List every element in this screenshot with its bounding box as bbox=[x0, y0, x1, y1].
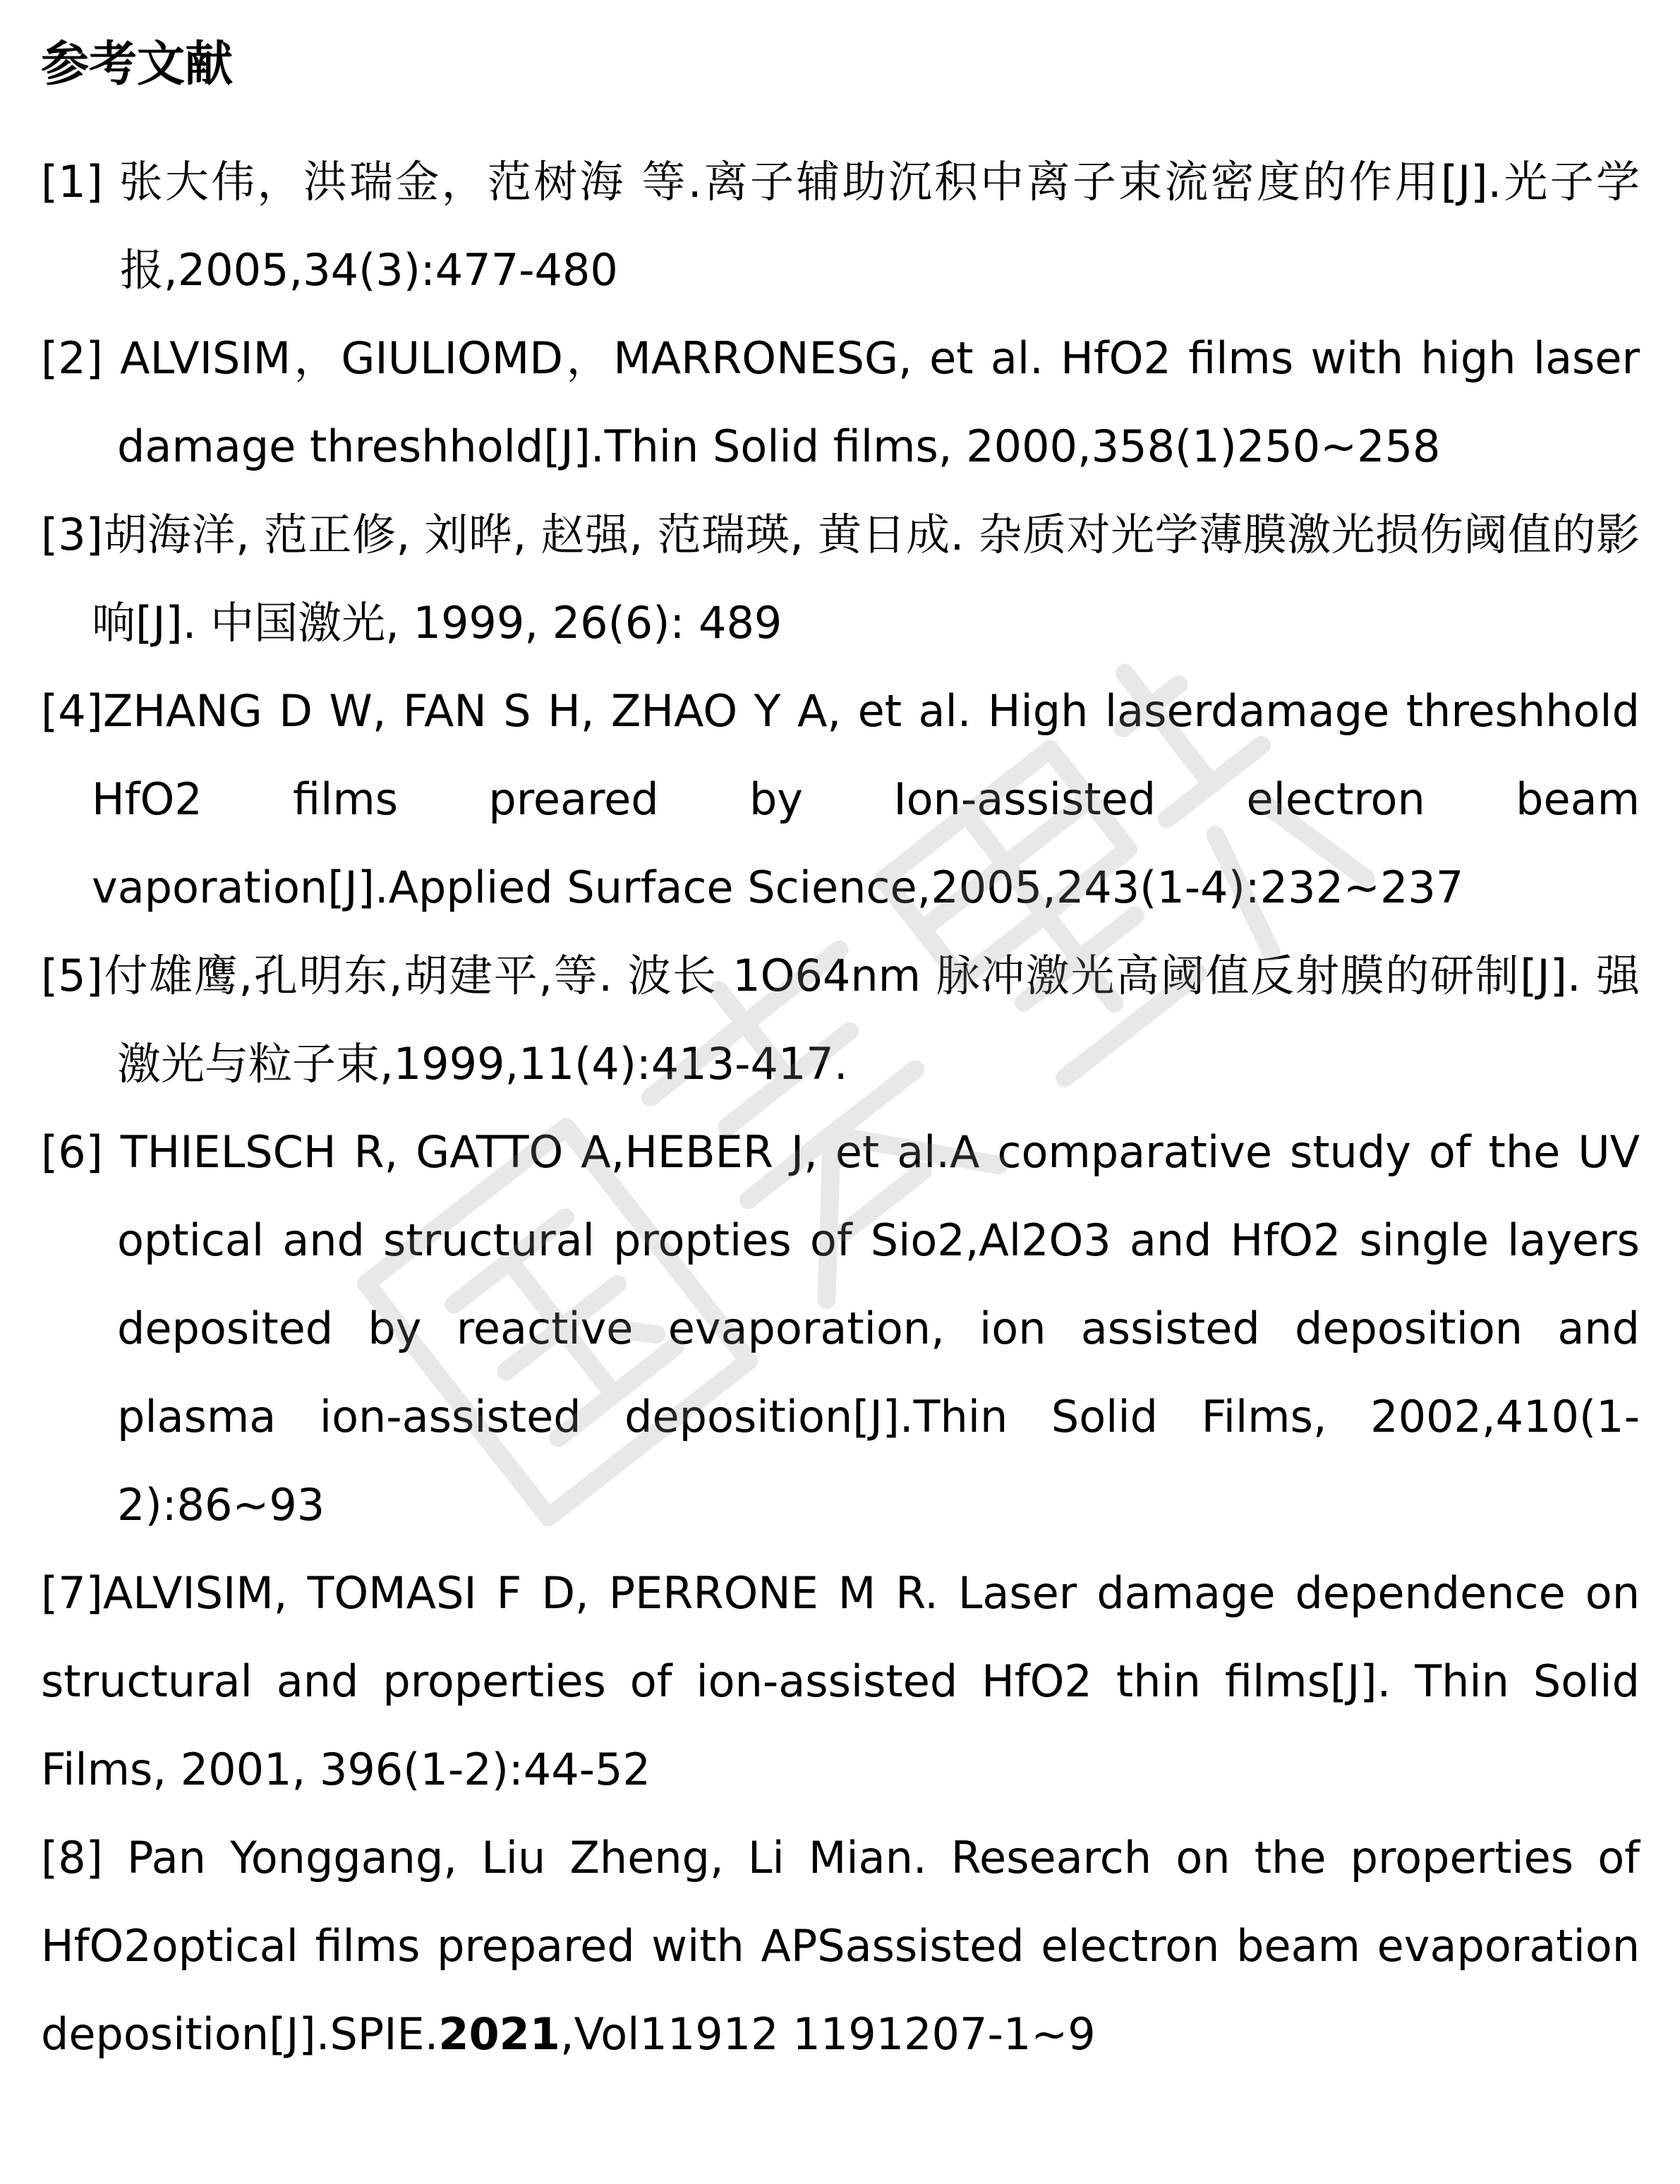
reference-year-bold: 2021 bbox=[438, 2008, 560, 2060]
reference-text: 张大伟，洪瑞金，范树海 等.离子辅助沉积中离子束流密度的作用[J].光子学报,2005,34(3):477-480 bbox=[102, 156, 1640, 296]
reference-tag: [7] bbox=[41, 1567, 103, 1619]
reference-item-5 bbox=[41, 931, 1640, 1108]
reference-item-4 bbox=[41, 667, 1640, 931]
reference-text: 付雄鹰,孔明东,胡建平,等. 波长 1O64nm 脉冲激光高阈值反射膜的研制[J]. 强激光与粒子束,1999,11(4):413-417. bbox=[102, 950, 1640, 1090]
reference-tag: [8] bbox=[41, 1832, 103, 1883]
reference-text: 胡海洋, 范正修, 刘晔, 赵强, 范瑞瑛, 黄日成. 杂质对光学薄膜激光损伤阈值的影响[J]. 中国激光, 1999, 26(6): 489 bbox=[92, 509, 1640, 648]
reference-tag: [1] bbox=[41, 156, 103, 207]
reference-tag: [6] bbox=[41, 1126, 103, 1178]
reference-text: Pan Yonggang, Liu Zheng, Li Mian. Research on the properties of HfO2optical films prepared with APSassisted electron beam evaporation deposition[J].SPIE. bbox=[41, 1832, 1640, 2060]
reference-text: ALVISIM, TOMASI F D, PERRONE M R. Laser damage dependence on structural and properties of ion-assisted HfO2 thin films[J]. Thin Solid Films, 2001, 396(1-2):44-52 bbox=[41, 1567, 1640, 1795]
reference-item-3 bbox=[41, 490, 1640, 667]
references-heading: 参考文献 bbox=[41, 37, 234, 92]
reference-item-8 bbox=[41, 1814, 1640, 2078]
reference-item-7 bbox=[41, 1549, 1640, 1814]
reference-item-1 bbox=[41, 138, 1640, 314]
reference-item-2 bbox=[41, 314, 1640, 490]
reference-text: ALVISIM，GIULIOMD，MARRONESG, et al. HfO2 films with high laser damage threshhold[J].Thin Solid films, 2000,358(1)250~258 bbox=[102, 332, 1640, 472]
reference-text: ZHANG D W, FAN S H, ZHAO Y A, et al. High laserdamage threshhold HfO2 films preared by Ion-assisted electron beam vaporation[J].Applied Surface Science,2005,243(1-4):232~237 bbox=[92, 685, 1640, 913]
reference-list bbox=[41, 138, 1640, 2078]
reference-text-tail: ,Vol11912 1191207-1~9 bbox=[560, 2008, 1096, 2060]
reference-tag: [3] bbox=[41, 509, 103, 560]
reference-item-6 bbox=[41, 1108, 1640, 1549]
reference-tag: [2] bbox=[41, 332, 103, 384]
reference-tag: [5] bbox=[41, 950, 103, 1001]
reference-tag: [4] bbox=[41, 685, 103, 737]
reference-text: THIELSCH R, GATTO A,HEBER J, et al.A comparative study of the UV optical and structural propties of Sio2,Al2O3 and HfO2 single layers deposited by reactive evaporation, ion assisted deposition and plasma ion-assisted deposition[J].Thin Solid Films, 2002,410(1-2):86~93 bbox=[102, 1126, 1640, 1531]
